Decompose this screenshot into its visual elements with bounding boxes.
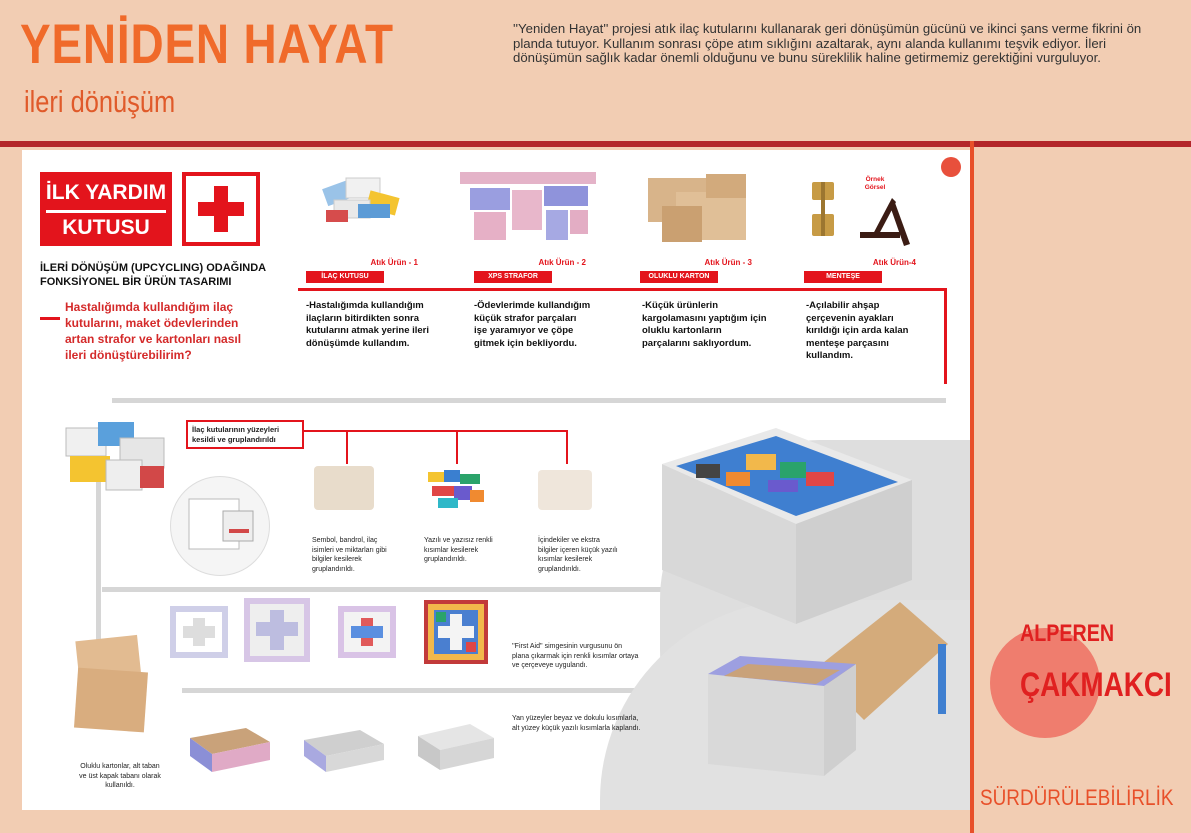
process-callout: İlaç kutularının yüzeyleri kesildi ve gruplandırıldı <box>186 420 304 449</box>
box-step-1 <box>182 724 274 774</box>
cut-pieces-3 <box>538 470 592 510</box>
example-label: Örnek Görsel <box>864 176 886 191</box>
cut-pieces-1 <box>314 466 374 510</box>
logo-line1: İLK YARDIM <box>45 181 167 204</box>
frame-step-1 <box>170 606 228 658</box>
product-4-mark: Atık Ürün-4 <box>872 258 916 267</box>
hinge-image <box>806 180 842 242</box>
product-1-tag: İLAÇ KUTUSU <box>306 271 384 283</box>
product-3-desc: -Küçük ürünlerin kargolamasını yaptığım için oluklu kartonların parçalarını saklıyordum. <box>642 300 767 349</box>
box-step-2 <box>296 726 388 774</box>
product-3-tag: OLUKLU KARTON <box>640 271 718 283</box>
intro-text: ''Yeniden Hayat'' projesi atık ilaç kutularını kullanarak geri dönüşümün gücünü ve ikinci şans verme fikrini ön planda tutuyor. Kullanım sonrası çöpe atım sıklığını azaltarak, aynı alanda kullanımı teşvik ediyor. İleri dönüşümün sağlık kadar önemli olduğunu ve bunu süreklilik haline getirmemiz gerektiğini vurguluyor. <box>513 21 1142 65</box>
sides-note: Yan yüzeyler beyaz ve dokulu kısımlarla, alt yüzey küçük yazılı kısımlarla kaplandı. <box>512 715 641 732</box>
xps-foam-image <box>460 172 596 242</box>
footer-label: SÜRDÜRÜLEBİLİRLİK <box>980 785 1174 810</box>
cardboard-image <box>646 172 750 246</box>
page-subtitle: ileri dönüşüm <box>24 84 176 119</box>
side-divider <box>970 141 974 833</box>
decor-dot <box>941 157 961 177</box>
group-1-text: Sembol, bandrol, ilaç isimleri ve miktarları gibi bilgiler kesilerek gruplandırıldı. <box>312 537 387 573</box>
header-divider <box>0 141 1191 147</box>
cardboard-note: Oluklu kartonlar, alt taban ve üst kapak tabanı olarak kullanıldı. <box>79 763 161 789</box>
question-text: Hastalığımda kullandığım ilaç kutularını, maket ödevlerinden artan strafor ve kartonları nasıl ileri dönüştürebilirim? <box>65 300 242 362</box>
product-3-mark: Atık Ürün - 3 <box>704 258 752 267</box>
branch-2 <box>456 430 458 464</box>
timeline-line <box>298 288 946 291</box>
question-bar <box>40 317 60 320</box>
flow-line-middle <box>102 587 662 592</box>
product-3 <box>640 258 752 283</box>
product-1-desc: -Hastalığımda kullandığım ilaçların bitirdikten sonra kutularını atmak yerine ileri dönüşümde kullandım. <box>306 300 430 349</box>
red-cross-icon <box>182 172 260 246</box>
frame-stand-image <box>852 196 916 250</box>
box-step-3 <box>412 720 498 774</box>
logo-line2: KUTUSU <box>46 210 166 241</box>
product-4 <box>804 258 916 283</box>
flow-line-bottom <box>182 688 662 693</box>
product-4-desc: -Açılabilir ahşap çerçevenin ayakları kırıldığı için arda kalan menteşe parçasını kullandım. <box>806 300 909 361</box>
page-title: YENİDEN HAYAT <box>20 12 394 75</box>
frame-step-4 <box>424 600 488 664</box>
frame-step-2 <box>244 598 310 662</box>
author-first-name: ALPEREN <box>1020 620 1115 647</box>
group-3-text: İçindekiler ve ekstra bilgiler içeren küçük yazılı kısımlar kesilerek gruplandırıldı. <box>538 537 618 573</box>
branch-1 <box>346 430 348 464</box>
product-2 <box>474 258 586 283</box>
author-last-name: ÇAKMAKCI <box>1020 666 1172 704</box>
focus-text: İLERİ DÖNÜŞÜM (UPCYCLING) ODAĞINDA FONKSİYONEL BİR ÜRÜN TASARIMI <box>40 262 266 288</box>
medicine-boxes-image <box>318 170 410 230</box>
product-1 <box>306 258 418 283</box>
cut-pieces-2 <box>424 466 488 512</box>
branch-line <box>304 430 566 432</box>
product-2-desc: -Ödevlerimde kullandığım küçük strafor parçaları işe yaramıyor ve çöpe gitmek için bekliyordu. <box>474 300 591 349</box>
product-4-tag: MENTEŞE <box>804 271 882 283</box>
cardboard-base-image <box>72 634 154 734</box>
timeline-drop <box>944 288 947 384</box>
frame-step-3 <box>338 606 396 658</box>
cut-boxes-image <box>60 420 170 496</box>
group-2-text: Yazılı ve yazısız renkli kısımlar kesilerek gruplandırıldı. <box>424 537 493 563</box>
first-aid-logo <box>40 172 172 246</box>
flow-line-top <box>112 398 946 403</box>
product-2-mark: Atık Ürün - 2 <box>538 258 586 267</box>
box-detail-circle <box>170 476 270 576</box>
first-aid-note: ''First Aid'' simgesinin vurgusunu ön plana çıkarmak için renkli kısımlar ortaya ve çerçeveye uygulandı. <box>512 643 639 669</box>
final-box-open-image <box>704 600 952 778</box>
branch-3 <box>566 430 568 464</box>
product-2-tag: XPS STRAFOR <box>474 271 552 283</box>
product-1-mark: Atık Ürün - 1 <box>370 258 418 267</box>
